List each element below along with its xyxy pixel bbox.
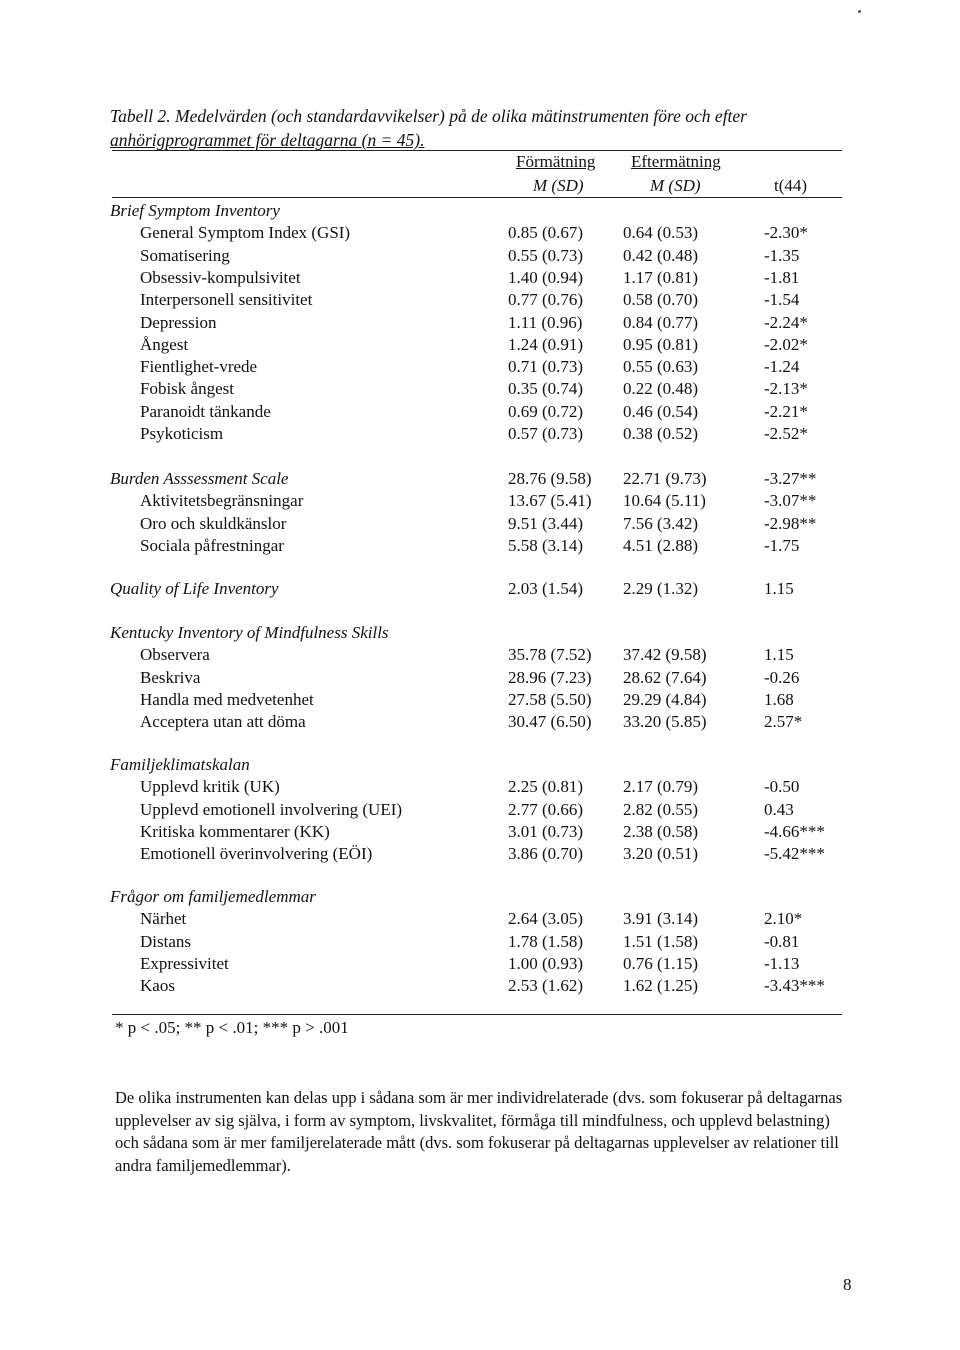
- caption-line-2: anhörigprogrammet för deltagarna (n = 45).: [110, 130, 425, 150]
- section-title: Frågor om familjemedlemmar: [110, 887, 316, 906]
- row-pre-value: 30.47 (6.50): [508, 712, 592, 732]
- row-t-value: -1.24: [764, 357, 800, 377]
- row-label: Aktivitetsbegränsningar: [140, 491, 304, 511]
- row-label: Interpersonell sensitivitet: [140, 290, 313, 310]
- row-pre-value: 1.78 (1.58): [508, 931, 584, 951]
- row-pre-value: 2.25 (0.81): [508, 777, 584, 797]
- section-title: Brief Symptom Inventory: [110, 201, 280, 220]
- row-post-value: 0.46 (0.54): [623, 401, 699, 421]
- row-post-value: 2.17 (0.79): [623, 777, 699, 797]
- row-t-value: -1.35: [764, 245, 800, 265]
- caption-line-1: Tabell 2. Medelvärden (och standardavvikelser) på de olika mätinstrumenten före och efter: [110, 106, 747, 126]
- row-label: Observera: [140, 645, 210, 665]
- row-t-value: -1.81: [764, 267, 800, 287]
- header-post-group: Eftermätning: [631, 152, 721, 171]
- header-post-sub: M (SD): [650, 176, 701, 195]
- section-pre-value: 28.76 (9.58): [508, 469, 592, 488]
- table-bottom-rule: [112, 1014, 842, 1015]
- section-t-value: -3.27**: [764, 469, 817, 488]
- row-post-value: 0.84 (0.77): [623, 312, 699, 332]
- row-t-value: -0.26: [764, 667, 800, 687]
- row-post-value: 1.62 (1.25): [623, 976, 699, 996]
- row-t-value: -2.13*: [764, 379, 808, 399]
- row-label: Obsessiv-kompulsivitet: [140, 267, 301, 287]
- row-label: Fientlighet-vrede: [140, 357, 258, 377]
- row-label: Sociala påfrestningar: [140, 535, 284, 555]
- row-post-value: 0.22 (0.48): [623, 379, 699, 399]
- row-post-value: 1.17 (0.81): [623, 267, 699, 287]
- row-label: Oro och skuldkänslor: [140, 513, 287, 533]
- significance-footnote: * p < .05; ** p < .01; *** p > .001: [115, 1018, 349, 1037]
- row-label: Emotionell överinvolvering (EÖI): [140, 844, 373, 864]
- row-post-value: 4.51 (2.88): [623, 535, 699, 555]
- row-label: Kaos: [140, 976, 175, 996]
- row-post-value: 0.58 (0.70): [623, 290, 699, 310]
- row-t-value: -1.54: [764, 290, 800, 310]
- row-pre-value: 28.96 (7.23): [508, 667, 592, 687]
- row-t-value: -1.75: [764, 535, 800, 555]
- row-label: Upplevd kritik (UK): [140, 777, 280, 797]
- row-label: Handla med medvetenhet: [140, 689, 314, 709]
- row-label: Expressivitet: [140, 953, 229, 973]
- row-pre-value: 1.11 (0.96): [508, 312, 583, 332]
- row-pre-value: 35.78 (7.52): [508, 645, 592, 665]
- row-pre-value: 0.69 (0.72): [508, 401, 584, 421]
- row-pre-value: 0.77 (0.76): [508, 290, 584, 310]
- row-t-value: -4.66***: [764, 821, 825, 841]
- section-post-value: 22.71 (9.73): [623, 469, 707, 488]
- row-label: Somatisering: [140, 245, 230, 265]
- row-label: Fobisk ångest: [140, 379, 234, 399]
- row-pre-value: 27.58 (5.50): [508, 689, 592, 709]
- row-post-value: 0.95 (0.81): [623, 334, 699, 354]
- row-label: General Symptom Index (GSI): [140, 223, 351, 243]
- row-t-value: 1.15: [764, 645, 794, 665]
- row-t-value: -3.07**: [764, 491, 817, 511]
- row-post-value: 7.56 (3.42): [623, 513, 699, 533]
- row-t-value: -5.42***: [764, 844, 825, 864]
- section-title: Kentucky Inventory of Mindfulness Skills: [110, 623, 389, 642]
- table-top-rule: [112, 150, 842, 151]
- row-label: Depression: [140, 312, 217, 332]
- row-pre-value: 1.00 (0.93): [508, 953, 584, 973]
- row-post-value: 0.55 (0.63): [623, 357, 699, 377]
- row-post-value: 2.38 (0.58): [623, 821, 699, 841]
- row-label: Närhet: [140, 909, 187, 929]
- section-title: Familjeklimatskalan: [110, 755, 250, 774]
- row-t-value: 2.10*: [764, 909, 803, 929]
- row-pre-value: 1.24 (0.91): [508, 334, 584, 354]
- row-post-value: 3.91 (3.14): [623, 909, 699, 929]
- table-caption: [110, 104, 850, 152]
- row-pre-value: 2.53 (1.62): [508, 976, 584, 996]
- row-label: Kritiska kommentarer (KK): [140, 821, 330, 841]
- row-pre-value: 13.67 (5.41): [508, 491, 592, 511]
- row-t-value: -2.21*: [764, 401, 808, 421]
- row-label: Upplevd emotionell involvering (UEI): [140, 799, 403, 819]
- row-t-value: -2.30*: [764, 223, 808, 243]
- row-t-value: 0.43: [764, 799, 794, 819]
- row-label: Ångest: [140, 334, 189, 354]
- row-pre-value: 3.01 (0.73): [508, 821, 584, 841]
- row-pre-value: 1.40 (0.94): [508, 267, 584, 287]
- row-pre-value: 5.58 (3.14): [508, 535, 584, 555]
- row-pre-value: 0.85 (0.67): [508, 223, 584, 243]
- row-label: Paranoidt tänkande: [140, 401, 271, 421]
- section-post-value: 2.29 (1.32): [623, 579, 699, 598]
- header-t-sub: t(44): [774, 176, 808, 195]
- row-post-value: 2.82 (0.55): [623, 799, 699, 819]
- header-pre-sub: M (SD): [533, 176, 584, 195]
- row-post-value: 1.51 (1.58): [623, 931, 699, 951]
- row-pre-value: 0.71 (0.73): [508, 357, 584, 377]
- row-post-value: 28.62 (7.64): [623, 667, 707, 687]
- row-t-value: -0.81: [764, 931, 800, 951]
- row-pre-value: 3.86 (0.70): [508, 844, 584, 864]
- row-t-value: -0.50: [764, 777, 800, 797]
- row-t-value: -2.98**: [764, 513, 817, 533]
- row-pre-value: 0.55 (0.73): [508, 245, 584, 265]
- row-t-value: -2.52*: [764, 424, 808, 443]
- body-paragraph: De olika instrumenten kan delas upp i sådana som är mer individrelaterade (dvs. som fokuserar på deltagarnas upplevelser av sig själva, i form av symptom, livskvalitet, förmåga till mindfulness, och upplevd belastning) och sådana som är mer familjerelaterade mått (dvs. som fokuserar på deltagarnas upplevelser av relationer till andra familjemedlemmar).: [115, 1088, 843, 1175]
- row-label: Distans: [140, 931, 191, 951]
- row-pre-value: 2.64 (3.05): [508, 909, 584, 929]
- row-pre-value: 0.57 (0.73): [508, 424, 584, 443]
- row-pre-value: 2.77 (0.66): [508, 799, 584, 819]
- header-pre-group: Förmätning: [516, 152, 596, 171]
- row-t-value: -1.13: [764, 953, 800, 973]
- header-bottom-rule: [112, 197, 842, 198]
- section-t-value: 1.15: [764, 579, 794, 598]
- row-label: Beskriva: [140, 667, 201, 687]
- page-number: 8: [843, 1275, 852, 1294]
- row-post-value: 0.42 (0.48): [623, 245, 699, 265]
- row-label: Acceptera utan att döma: [140, 712, 306, 732]
- row-pre-value: 0.35 (0.74): [508, 379, 584, 399]
- row-post-value: 0.64 (0.53): [623, 223, 699, 243]
- section-pre-value: 2.03 (1.54): [508, 579, 584, 598]
- row-t-value: -2.24*: [764, 312, 808, 332]
- row-t-value: -2.02*: [764, 334, 808, 354]
- row-t-value: 2.57*: [764, 712, 803, 732]
- section-title: Quality of Life Inventory: [110, 579, 279, 598]
- row-post-value: 0.38 (0.52): [623, 424, 699, 443]
- row-post-value: 29.29 (4.84): [623, 689, 707, 709]
- row-pre-value: 9.51 (3.44): [508, 513, 584, 533]
- row-post-value: 0.76 (1.15): [623, 953, 699, 973]
- row-t-value: -3.43***: [764, 976, 825, 996]
- row-t-value: 1.68: [764, 689, 794, 709]
- row-label: Psykoticism: [140, 424, 224, 443]
- section-title: Burden Asssessment Scale: [110, 469, 289, 488]
- row-post-value: 3.20 (0.51): [623, 844, 699, 864]
- row-post-value: 33.20 (5.85): [623, 712, 707, 732]
- scan-speck: [858, 10, 861, 13]
- row-post-value: 37.42 (9.58): [623, 645, 707, 665]
- row-post-value: 10.64 (5.11): [623, 491, 706, 511]
